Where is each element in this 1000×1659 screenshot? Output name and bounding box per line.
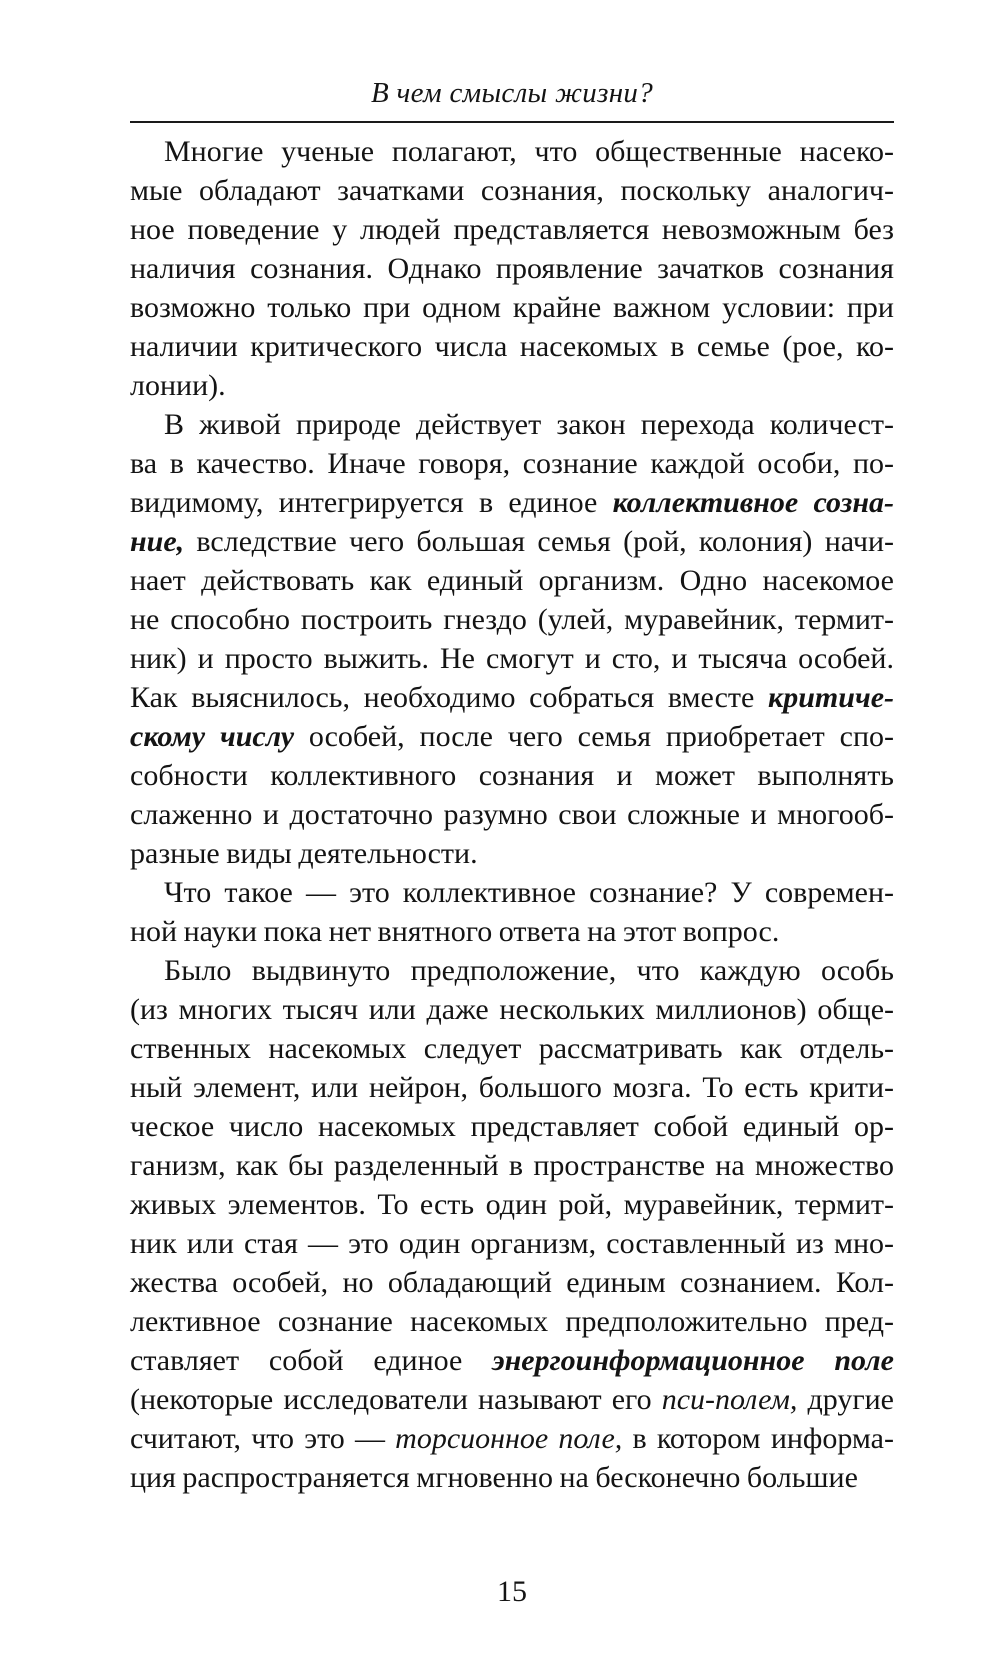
text-line <box>130 1419 894 1458</box>
text-line: мые обладают зачатками сознания, поскольку аналогич- <box>130 174 894 207</box>
emphasis-term: скому числу <box>130 720 295 753</box>
text-line <box>130 678 894 717</box>
text-run: считают, что это — <box>130 1422 396 1455</box>
text-line: не способно построить гнездо (улей, муравейник, термит- <box>130 603 894 636</box>
text-line: ное поведение у людей представляется невозможным без <box>130 213 894 246</box>
text-run: ставляет собой единое <box>130 1344 493 1377</box>
text-line: разные виды деятельности. <box>130 837 478 870</box>
italic-term: пси-полем, <box>661 1383 798 1416</box>
text-line: Что такое — это коллективное сознание? У современ- <box>164 876 894 909</box>
text-run: вследствие чего большая семья (рой, колония) начи- <box>184 525 894 558</box>
text-run: видимому, интегрируется в единое <box>130 486 613 519</box>
text-run: (некоторые исследователи называют его <box>130 1383 662 1416</box>
text-line: ник или стая — это один организм, составленный из мно- <box>130 1227 894 1260</box>
header-rule <box>130 121 894 123</box>
text-line: ственных насекомых следует рассматривать как отдель- <box>130 1032 894 1065</box>
text-line: ный элемент, или нейрон, большого мозга. То есть крити- <box>130 1071 894 1104</box>
body-text <box>130 132 894 1497</box>
text-line <box>130 1380 894 1419</box>
text-line: ва в качество. Иначе говоря, сознание каждой особи, по- <box>130 447 894 480</box>
text-line: наличия сознания. Однако проявление зачатков сознания <box>130 252 894 285</box>
text-run: особей, после чего семья приобретает спо- <box>294 720 894 753</box>
emphasis-term: энергоинформационное поле <box>492 1344 894 1377</box>
paragraph <box>130 873 894 951</box>
page-number: 15 <box>497 1575 527 1608</box>
text-line <box>130 522 894 561</box>
text-line: слаженно и достаточно разумно свои сложные и многооб- <box>130 798 894 831</box>
text-run: Как выяснилось, необходимо собраться вместе <box>130 681 769 714</box>
text-line: возможно только при одном крайне важном условии: при <box>130 291 894 324</box>
text-line: лективное сознание насекомых предположительно пред- <box>130 1305 894 1338</box>
emphasis-term: коллективное созна- <box>612 486 894 519</box>
emphasis-term: ние, <box>130 525 185 558</box>
text-line: живых элементов. То есть один рой, муравейник, термит- <box>130 1188 894 1221</box>
text-line: собности коллективного сознания и может выполнять <box>130 759 894 792</box>
text-line: жества особей, но обладающий единым сознанием. Кол- <box>130 1266 894 1299</box>
text-line <box>130 1341 894 1380</box>
text-run: другие <box>797 1383 895 1416</box>
paragraph <box>130 132 894 405</box>
text-run: в котором информа- <box>622 1422 894 1455</box>
text-line: В живой природе действует закон перехода количест- <box>164 408 894 441</box>
text-line: ник) и просто выжить. Не смогут и сто, и тысяча особей. <box>130 642 894 675</box>
text-line: ганизм, как бы разделенный в пространстве на множество <box>130 1149 894 1182</box>
text-line: Было выдвинуто предположение, что каждую особь <box>164 954 894 987</box>
text-line: ческое число насекомых представляет собой единый ор- <box>130 1110 894 1143</box>
text-line: лонии). <box>130 369 226 402</box>
running-head: В чем смыслы жизни? <box>370 77 653 109</box>
paragraph <box>130 951 894 1497</box>
text-line: наличии критического числа насекомых в семье (рое, ко- <box>130 330 894 363</box>
text-line: ция распространяется мгновенно на бесконечно большие <box>130 1461 858 1494</box>
text-line: нает действовать как единый организм. Одно насекомое <box>130 564 894 597</box>
text-line <box>130 483 894 522</box>
paragraph <box>130 405 894 873</box>
text-line: Многие ученые полагают, что общественные насеко- <box>164 135 894 168</box>
emphasis-term: критиче- <box>768 681 894 714</box>
text-line: ной науки пока нет внятного ответа на этот вопрос. <box>130 915 780 948</box>
text-line: (из многих тысяч или даже нескольких миллионов) обще- <box>130 993 894 1026</box>
italic-term: торсионное поле, <box>395 1422 623 1455</box>
text-line <box>130 717 894 756</box>
